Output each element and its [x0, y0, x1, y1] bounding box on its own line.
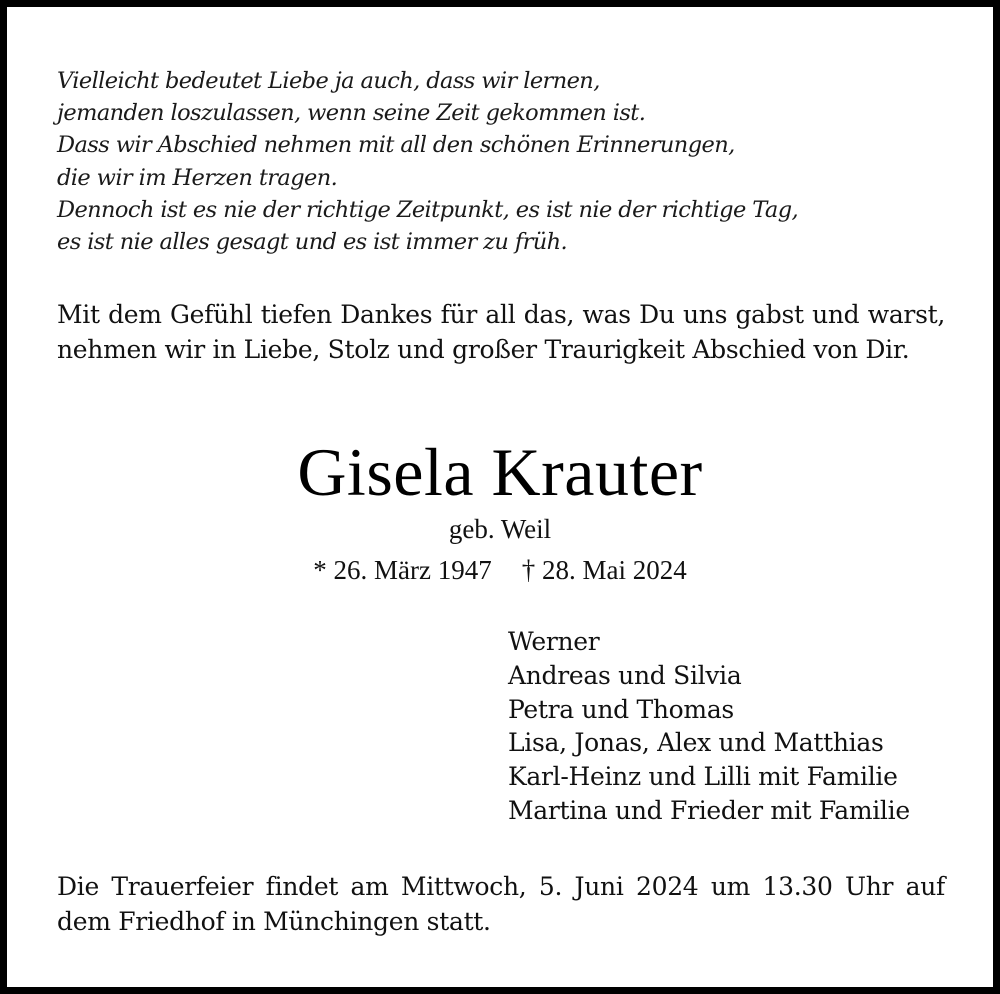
- mourners-list: [508, 625, 910, 828]
- poem-line: jemanden loszulassen, wenn seine Zeit gekommen ist.: [57, 100, 646, 127]
- poem: [57, 65, 957, 258]
- deceased-name: Gisela Krauter: [297, 434, 703, 510]
- mourner-entry: Petra und Thomas: [508, 694, 734, 724]
- mourner-entry: Lisa, Jonas, Alex und Matthias: [508, 728, 884, 758]
- service-announcement: Die Trauerfeier findet am Mittwoch, 5. Juni 2024 um 13.30 Uhr auf dem Friedhof in Münchingen statt.: [57, 872, 945, 936]
- poem-line: die wir im Herzen tragen.: [57, 164, 338, 191]
- poem-line: Dass wir Abschied nehmen mit all den schönen Erinnerungen,: [57, 132, 735, 159]
- thanks-paragraph: Mit dem Gefühl tiefen Dankes für all das, was Du uns gabst und warst, nehmen wir in Liebe, Stolz und großer Traurigkeit Abschied von Dir.: [57, 300, 945, 364]
- maiden-name: geb. Weil: [448, 514, 552, 544]
- mourner-entry: Andreas und Silvia: [508, 660, 742, 690]
- mourner-entry: Werner: [508, 627, 600, 656]
- poem-line: es ist nie alles gesagt und es ist immer zu früh.: [57, 229, 568, 256]
- poem-line: Vielleicht bedeutet Liebe ja auch, dass wir lernen,: [57, 68, 600, 94]
- life-dates: [7, 553, 993, 587]
- mourner-entry: Martina und Frieder mit Familie: [508, 795, 910, 825]
- death-date: † 28. Mai 2024: [521, 555, 687, 585]
- poem-line: Dennoch ist es nie der richtige Zeitpunkt, es ist nie der richtige Tag,: [57, 196, 799, 223]
- birth-date: * 26. März 1947: [313, 555, 492, 585]
- mourner-entry: Karl-Heinz und Lilli mit Familie: [508, 762, 898, 792]
